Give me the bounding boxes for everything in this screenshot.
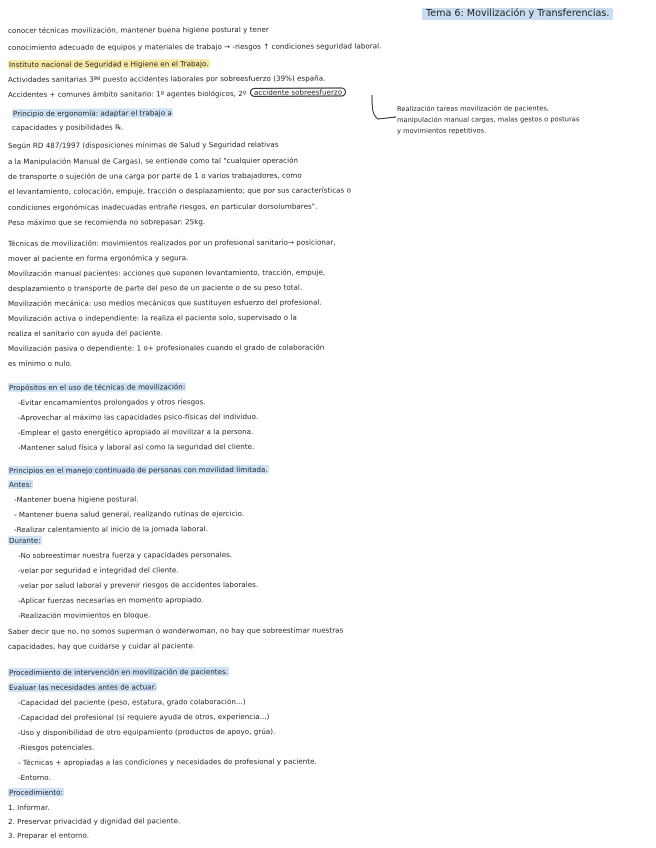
text-line: conocer técnicas movilización, mantener buena higiene postural y tener — [7, 24, 269, 35]
list-item: -Realizar calentamiento al inicio de la jornada laboral. — [13, 524, 209, 534]
section-heading — [8, 466, 269, 474]
list-item: 3. Preparar el entorno. — [7, 830, 90, 840]
page-title: Tema 6: Movilización y Transferencias. — [422, 8, 613, 20]
list-item: -Capacidad del paciente (peso, estatura, grado colaboración...) — [17, 697, 246, 707]
text-line: de transporte o sujeción de una carga por parte de 1 o varios trabajadores, como — [7, 170, 302, 181]
highlighted-text: Procedimiento de intervención en movilización de pacientes. — [8, 667, 229, 677]
list-item: -Uso y disponibilidad de otro equipamiento (productos de apoyo, grúa). — [17, 726, 276, 737]
text-line: condiciones ergonómicas inadecuadas entrañe riesgos, en particular dorsolumbares". — [7, 201, 318, 212]
text-line: el levantamiento, colocación, empuje, tracción o desplazamiento; que por sus características o — [7, 185, 351, 196]
list-item: 2. Preservar privacidad y dignidad del paciente. — [7, 816, 181, 826]
text-line: realiza el sanitario con ayuda del paciente. — [7, 328, 163, 338]
text-line: Saber decir que no, no somos superman o wonderwoman, no hay que sobreestimar nuestras — [7, 625, 344, 636]
highlighted-text: Evaluar las necesidades antes de actuar. — [8, 682, 157, 692]
text-line: capacidades y posibilidades ℞. — [11, 122, 124, 132]
list-item: - Mantener buena salud general, realizando rutinas de ejercicio. — [13, 508, 245, 519]
list-item: -velar por salud laboral y prevenir riesgos de accidentes laborales. — [17, 579, 259, 590]
list-item: -No sobreestimar nuestra fuerza y capacidades personales. — [17, 550, 233, 560]
side-note-line: y movimientos repetitivos. — [396, 126, 487, 135]
list-item: -Capacidad del profesional (si requiere ayuda de otros, experiencia...) — [17, 711, 270, 722]
text-line: conocimiento adecuado de equipos y materiales de trabajo → -riesgos ↑ condiciones seguridad laboral. — [7, 41, 382, 52]
text-line — [12, 109, 173, 117]
list-item: -velar por seguridad e integridad del cliente. — [17, 565, 179, 575]
text-line: Movilización mecánica: uso medios mecánicos que sustituyen esfuerzo del profesional. — [7, 297, 322, 308]
list-item: -Entorno. — [17, 772, 51, 782]
side-note-line: Realización tareas movilización de pacientes, — [396, 104, 549, 113]
list-item: -Emplear el gasto energético apropiado al movilizar a la persona. — [17, 426, 254, 437]
highlighted-text: Principios en el manejo continuado de personas con movilidad limitada. — [8, 464, 268, 475]
list-item: -Aplicar fuerzas necesarias en momento apropiado. — [17, 595, 204, 605]
text-line: Actividades sanitarias 3ªº puesto accidentes laborales por sobreesfuerzo (39%) españa. — [7, 73, 326, 84]
side-note-line: manipulación manual cargas, malas gestos o posturas — [396, 115, 580, 124]
section-heading — [8, 668, 229, 676]
list-item: -Mantener salud física y laboral así como la seguridad del cliente. — [17, 441, 255, 452]
highlighted-text: Principio de ergonomía: adaptar el trabajo a — [12, 108, 172, 118]
text-line: Movilización pasiva o dependiente: 1 o+ profesionales cuando el grado de colaboración — [7, 342, 325, 353]
text-line: Movilización activa o independiente: la realiza el paciente solo, supervisado o la — [7, 312, 297, 323]
text-line: mover al paciente en forma ergonómica y segura. — [7, 253, 189, 263]
highlighted-text: Durante: — [8, 535, 41, 545]
text-line: es mínimo o nulo. — [7, 358, 73, 368]
list-item: -Aprovechar al máximo las capacidades psico-físicas del individuo. — [17, 411, 259, 422]
highlighted-text: Propósitos en el uso de técnicas de movilización: — [8, 382, 186, 392]
highlighted-text: Procedimiento: — [8, 787, 63, 797]
subheading — [8, 481, 33, 488]
text-line: Movilización manual pacientes: acciones que suponen levantamiento, tracción, empuje, — [7, 267, 326, 278]
text-segment: Accidentes + comunes ámbito sanitario: 1º agentes biológicos, 2º — [7, 88, 247, 99]
section-heading — [8, 383, 186, 391]
connector-arrow-icon — [370, 93, 398, 131]
list-item: -Riesgos potenciales. — [17, 742, 95, 752]
list-item: -Mantener buena higiene postural. — [13, 494, 139, 504]
list-item: 1. Informar. — [7, 802, 50, 812]
text-line: Técnicas de movilización: movimientos realizados por un profesional sanitario→ posicionar, — [7, 237, 336, 248]
text-line: a la Manipulación Manual de Cargas), se entiende como tal "cualquier operación — [7, 155, 299, 166]
list-item: -Evitar encamamientos prolongados y otros riesgos. — [17, 397, 206, 407]
text-line — [8, 60, 210, 68]
subheading — [8, 537, 42, 544]
subheading — [8, 789, 64, 796]
text-line: desplazamiento o transporte de parte del peso de un paciente o de su peso total. — [7, 282, 303, 293]
text-line: capacidades, hay que cuidarse y cuidar al paciente. — [7, 641, 196, 651]
list-item: - Técnicas + apropiadas a las condiciones y necesidades de profesional y paciente. — [17, 756, 317, 767]
highlighted-text: Antes: — [8, 479, 32, 489]
text-line: Según RD 487/1997 (disposiciones mínimas de Salud y Seguridad relativas — [7, 139, 279, 150]
boxed-text: accidente sobreesfuerzo — [250, 88, 346, 98]
subheading — [8, 683, 157, 691]
text-line — [7, 87, 343, 99]
list-item: -Realización movimientos en bloque. — [17, 610, 151, 620]
highlighted-text: Instituto nacional de Seguridad e Higiene en el Trabajo. — [8, 59, 209, 69]
text-line: Peso máximo que se recomienda no sobrepasar: 25kg. — [7, 217, 206, 227]
